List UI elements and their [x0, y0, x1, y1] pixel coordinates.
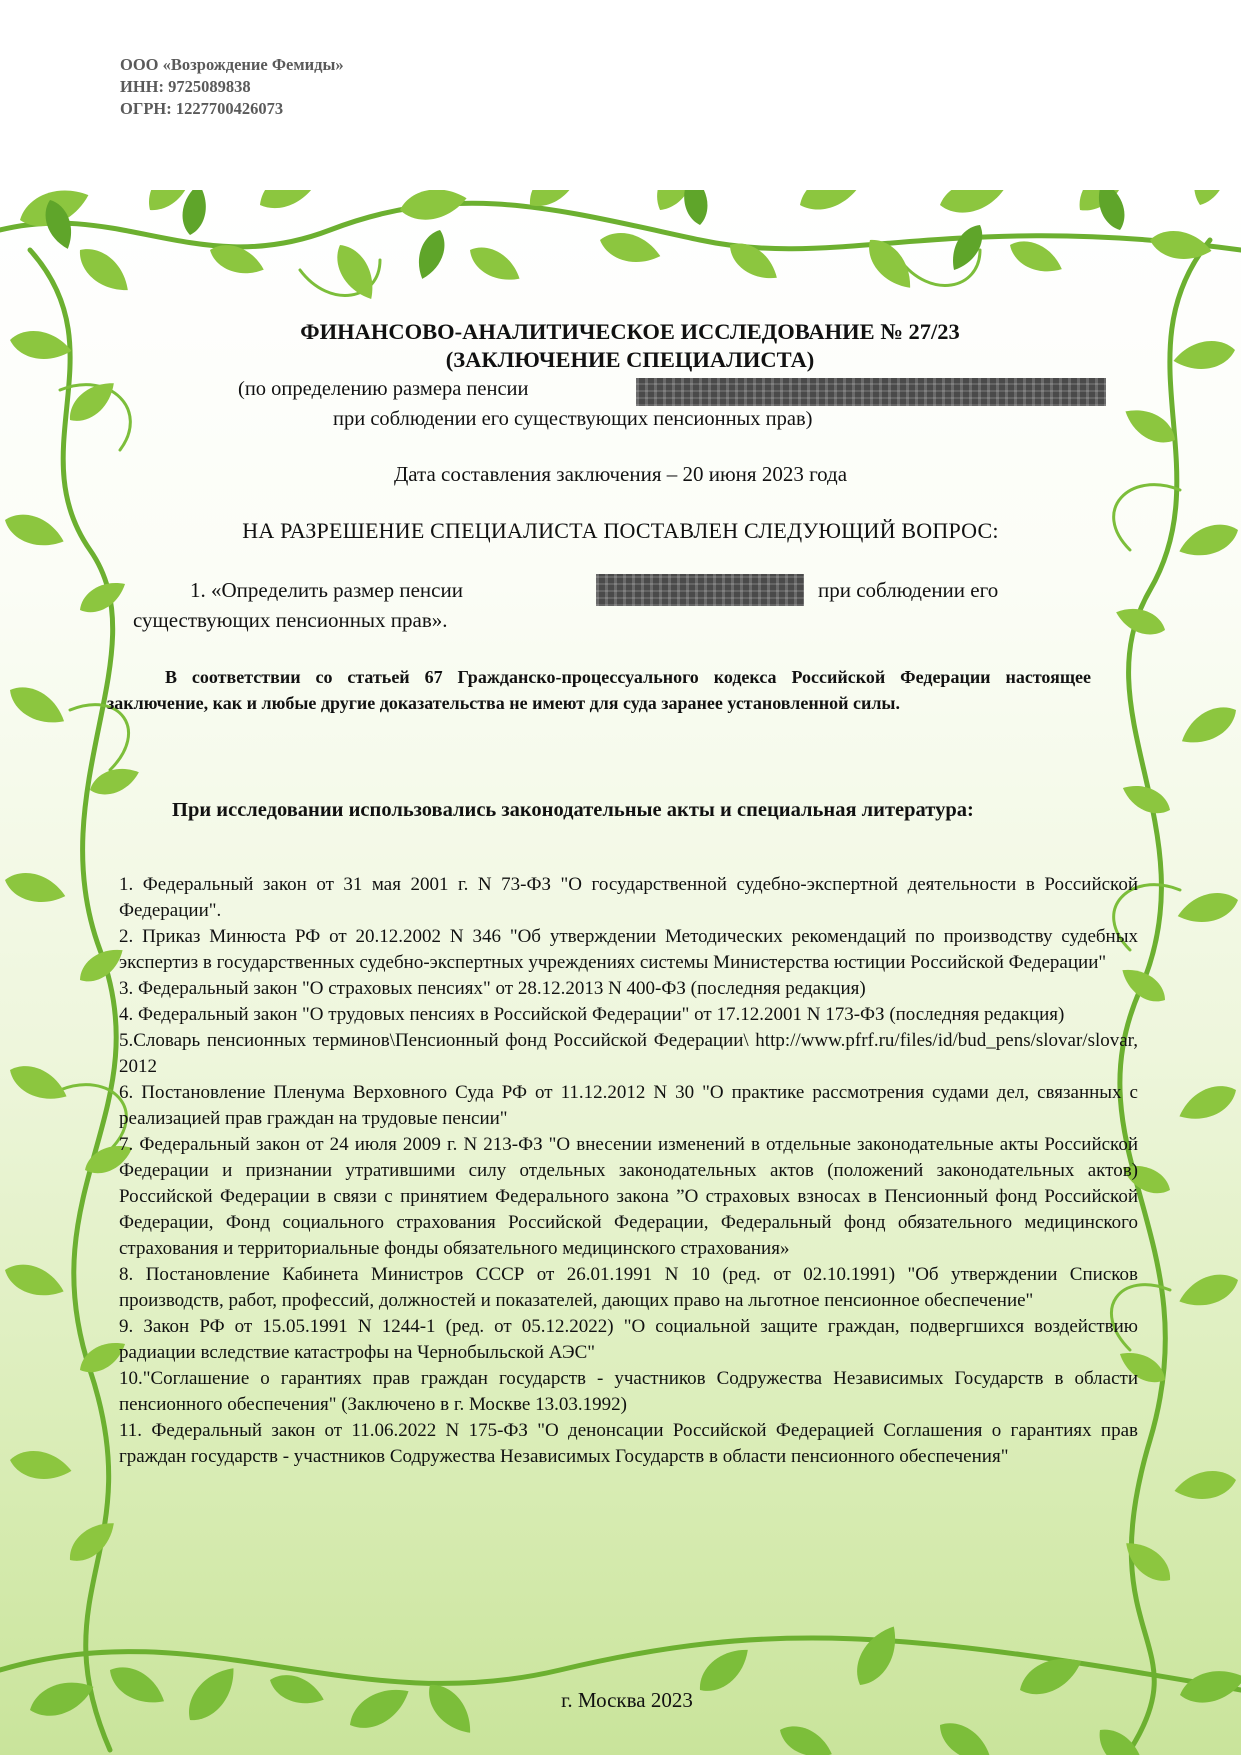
reference-item: 1. Федеральный закон от 31 мая 2001 г. N 73-ФЗ "О государственной судебно-экспертной деятельности в Российской Федерации".	[119, 874, 1138, 921]
company-inn: ИНН: 9725089838	[120, 77, 251, 96]
company-header	[120, 54, 344, 120]
question-text-end: существующих пенсионных прав».	[133, 608, 448, 632]
redacted-name-block-2	[596, 574, 804, 606]
reference-item: 8. Постановление Кабинета Министров СССР от 26.01.1991 N 10 (ред. от 02.10.1991) "Об утверждении Списков производств, работ, профессий, должностей и показателей, дающих право на льготное пенсионное обеспечение"	[119, 1264, 1138, 1311]
company-ogrn: ОГРН: 1227700426073	[120, 99, 284, 118]
report-date: Дата составления заключения – 20 июня 2023 года	[393, 462, 848, 486]
subtitle-line-1: (по определению размера пенсии	[238, 378, 529, 400]
reference-item: 10."Соглашение о гарантиях прав граждан государств - участников Содружества Независимых Государств в области пенсионного обеспечения" (Заключено в г. Москве 13.03.1992)	[119, 1368, 1138, 1415]
reference-item: 9. Закон РФ от 15.05.1991 N 1244-1 (ред. от 05.12.2022) "О социальной защите граждан, подвергшихся воздействию радиации вследствие катастрофы на Чернобыльской АЭС"	[119, 1316, 1138, 1363]
reference-item: 3. Федеральный закон "О страховых пенсиях" от 28.12.2013 N 400-ФЗ (последняя редакция)	[119, 978, 866, 999]
question-text-start: 1. «Определить размер пенсии	[190, 578, 463, 602]
reference-item: 6. Постановление Пленума Верховного Суда РФ от 11.12.2012 N 30 "О практике рассмотрения судами дел, связанных с реализацией прав граждан на трудовые пенсии"	[119, 1082, 1138, 1129]
document-title	[130, 318, 1130, 374]
title-line-2: (ЗАКЛЮЧЕНИЕ СПЕЦИАЛИСТА)	[445, 347, 815, 372]
company-name: ООО «Возрождение Фемиды»	[120, 55, 344, 74]
reference-item: 5.Словарь пенсионных терминов\Пенсионный фонд Российской Федерации\ http://www.pfrf.ru/files/id/bud_pens/slovar/slovar, 2012	[119, 1030, 1138, 1077]
reference-item: 4. Федеральный закон "О трудовых пенсиях в Российской Федерации" от 17.12.2001 N 173-ФЗ (последняя редакция)	[119, 1004, 1065, 1025]
redacted-name-block	[636, 378, 1106, 406]
reference-item: 7. Федеральный закон от 24 июля 2009 г. N 213-ФЗ "О внесении изменений в отдельные законодательные акты Российской Федерации и признании утратившими силу отдельных законодательных актов (положений законодательных актов) Российской Федерации в связи с принятием Федерального закона ”О страховых взносах в Пенсионный фонд Российской Федерации, Фонд социального страхования Российской Федерации, Федеральный фонд обязательного медицинского страхования и территориальные фонды обязательного медицинского страхования»	[119, 1134, 1138, 1259]
reference-item: 11. Федеральный закон от 11.06.2022 N 175-ФЗ "О денонсации Российской Федерацией Соглашения о гарантиях прав граждан государств - участников Содружества Независимых Государств в области пенсионного обеспечения"	[119, 1420, 1138, 1467]
references-list	[119, 872, 1138, 1470]
question-text-middle: при соблюдении его	[818, 578, 999, 602]
question-heading: НА РАЗРЕШЕНИЕ СПЕЦИАЛИСТА ПОСТАВЛЕН СЛЕДУЮЩИЙ ВОПРОС:	[242, 518, 999, 543]
reference-item: 2. Приказ Минюста РФ от 20.12.2002 N 346 "Об утверждении Методических рекомендаций по производству судебных экспертиз в государственных судебно-экспертных учреждениях системы Министерства юстиции Российской Федерации"	[119, 926, 1138, 973]
subtitle-line-2: при соблюдении его существующих пенсионных прав)	[333, 408, 813, 430]
legal-notice: В соответствии со статьей 67 Гражданско-процессуального кодекса Российской Федерации настоящее заключение, как и любые другие доказательства не имеют для суда заранее установленной силы.	[107, 667, 1091, 713]
title-line-1: ФИНАНСОВО-АНАЛИТИЧЕСКОЕ ИССЛЕДОВАНИЕ № 27/23	[300, 319, 960, 344]
literature-heading: При исследовании использовались законодательные акты и специальная литература:	[172, 799, 974, 821]
city-year-footer: г. Москва 2023	[561, 1688, 693, 1712]
